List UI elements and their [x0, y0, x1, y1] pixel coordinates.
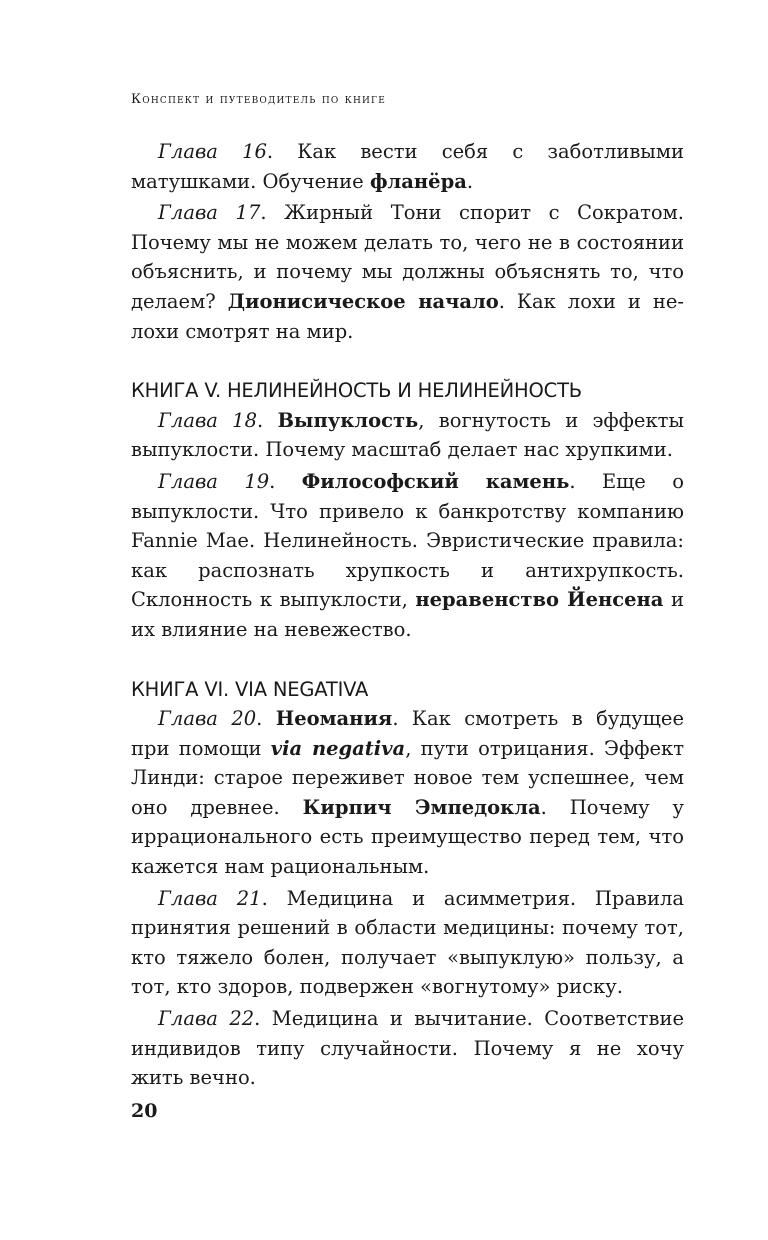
italic-term: via negativa	[270, 736, 406, 760]
paragraph-text: .	[269, 469, 302, 493]
paragraph-text: .	[257, 408, 278, 432]
paragraph-chapter-21	[131, 884, 684, 1002]
paragraph-text: , вогнутость и эффекты выпуклости. Почему масштаб делает нас хрупкими.	[131, 408, 684, 462]
bold-italic-term	[271, 737, 405, 760]
paragraph-text: . Почему у иррационального есть преимущество перед тем, что кажется нам рациональным.	[131, 795, 684, 879]
paragraph-text: .	[256, 707, 276, 731]
paragraph-text: , пути отрицания. Эффект Линди: старое переживет новое тем успешнее, чем оно древнее.	[131, 736, 684, 819]
paragraph-text: . Как вести себя с заботливыми матушками. Обучение	[131, 140, 684, 193]
paragraph-chapter-17	[131, 198, 684, 346]
page-number: 20	[131, 1100, 158, 1122]
paragraph-chapter-19	[131, 467, 684, 645]
paragraph-text: . Как лохи и не-лохи смотрят на мир.	[131, 289, 684, 343]
bold-term: Кирпич Эмпедокла	[302, 795, 541, 819]
bold-term: Философский камень	[301, 469, 570, 493]
book-heading-6: КНИГА VI. VIA NEGATIVA	[131, 677, 369, 701]
paragraph-text: . Еще о выпуклости. Что привело к банкротству компанию Fannie Mae. Нелинейность. Эвристические правила: как распознать хрупкость и антихрупкость. Склонность к выпуклости,	[131, 469, 684, 612]
bold-term: фланёра	[369, 169, 467, 193]
chapter-label: Глава 20	[158, 707, 257, 731]
paragraph-text: . Медицина и асимметрия. Правила принятия решений в области медицины: почему тот, кто тяжело болен, получает «выпуклую» пользу, а тот, кто здоров, подвержен «вогнутому» риску.	[131, 886, 684, 999]
paragraph-text: . Жирный Тони спорит с Сократом. Почему мы не можем делать то, чего не в состоянии объяснить, и почему мы должны объяснять то, что делаем?	[131, 201, 684, 313]
chapter-label: Глава 18	[158, 408, 257, 432]
chapter-label: Глава 19	[158, 469, 270, 493]
paragraph-text: . Медицина и вычитание. Соответствие индивидов типу случайности. Почему я не хочу жить вечно.	[131, 1007, 684, 1090]
paragraph-chapter-16	[131, 137, 684, 196]
book-page	[131, 0, 684, 1240]
page-content	[131, 137, 684, 1093]
book-heading-5: КНИГА V. НЕЛИНЕЙНОСТЬ И НЕЛИНЕЙНОСТЬ	[131, 379, 582, 403]
paragraph-chapter-20	[131, 704, 684, 882]
chapter-label: Глава 16	[158, 140, 267, 163]
paragraph-text: . Как смотреть в будущее при помощи	[131, 707, 684, 760]
paragraph-text: .	[466, 169, 474, 193]
bold-term: неравенство Йенсена	[415, 588, 664, 612]
chapter-label: Глава 22	[158, 1007, 255, 1031]
paragraph-text: и их влияние на невежество.	[131, 588, 684, 641]
paragraph-chapter-18	[131, 406, 684, 465]
bold-term: Дионисическое начало	[227, 289, 499, 313]
bold-term: Выпуклость	[277, 408, 419, 432]
chapter-label: Глава 21	[158, 886, 262, 910]
chapter-label: Глава 17	[158, 201, 261, 225]
running-header: Конспект и путеводитель по книге	[131, 92, 386, 107]
paragraph-chapter-22	[131, 1004, 684, 1093]
bold-term: Неомания	[275, 707, 393, 731]
